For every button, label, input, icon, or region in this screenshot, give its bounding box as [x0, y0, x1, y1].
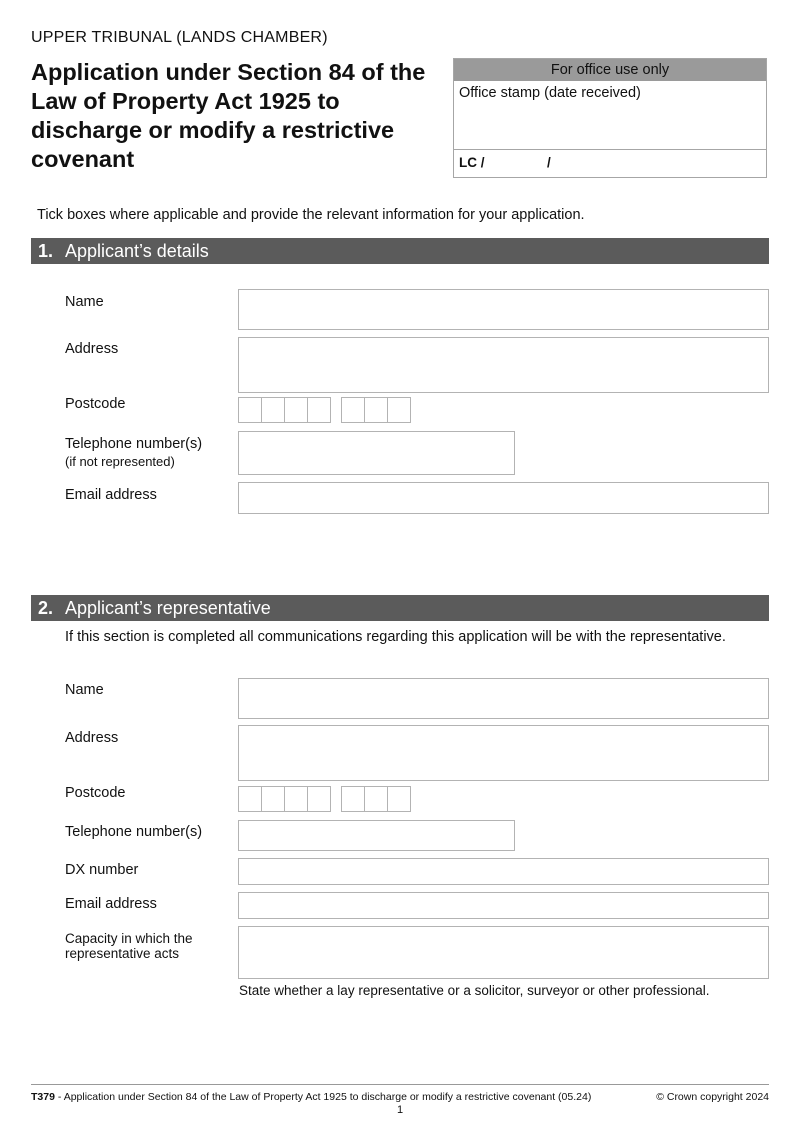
representative-postcode-field[interactable]: [238, 786, 410, 812]
applicant-telephone-field[interactable]: [238, 431, 515, 475]
office-use-box: [453, 58, 767, 178]
capacity-hint: State whether a lay representative or a solicitor, surveyor or other professional.: [239, 983, 710, 998]
applicant-name-label: Name: [65, 294, 104, 310]
representative-telephone-field[interactable]: [238, 820, 515, 851]
postcode-cell[interactable]: [261, 397, 285, 423]
section-2-note: If this section is completed all communications regarding this application will be with the representative.: [65, 629, 726, 645]
representative-capacity-field[interactable]: [238, 926, 769, 979]
office-stamp-label: Office stamp (date received): [459, 85, 641, 101]
postcode-cell[interactable]: [284, 786, 308, 812]
postcode-cell[interactable]: [364, 397, 388, 423]
section-1-title: Applicant’s details: [65, 241, 209, 261]
footer-description: - Application under Section 84 of the Law of Property Act 1925 to discharge or modify a restrictive covenant (05.24): [54, 1091, 592, 1103]
postcode-cell[interactable]: [307, 397, 331, 423]
telephone-label-text: Telephone number(s): [65, 436, 203, 452]
section-2-number: 2.: [38, 598, 54, 618]
representative-address-label: Address: [65, 730, 119, 746]
applicant-email-field[interactable]: [238, 482, 769, 514]
applicant-email-label: Email address: [65, 487, 157, 503]
representative-postcode-label: Postcode: [65, 785, 126, 801]
applicant-address-label: Address: [65, 341, 119, 357]
representative-email-label: Email address: [65, 896, 157, 912]
representative-telephone-label: Telephone number(s): [65, 824, 203, 840]
postcode-cell[interactable]: [261, 786, 285, 812]
postcode-cell[interactable]: [307, 786, 331, 812]
telephone-label-note: (if not represented): [65, 454, 175, 469]
postcode-cell[interactable]: [387, 397, 411, 423]
footer-divider: [31, 1084, 769, 1085]
copyright: © Crown copyright 2024: [656, 1091, 769, 1103]
postcode-cell[interactable]: [341, 397, 365, 423]
postcode-cell[interactable]: [364, 786, 388, 812]
lc-reference: [454, 149, 766, 177]
section-1-number: 1.: [38, 241, 54, 261]
applicant-name-field[interactable]: [238, 289, 769, 330]
applicant-telephone-label: [65, 436, 202, 470]
form-code: T379: [31, 1091, 55, 1103]
instructions: Tick boxes where applicable and provide the relevant information for your application.: [37, 207, 585, 223]
representative-capacity-label: Capacity in which the representative acts: [65, 931, 193, 961]
footer: [31, 1091, 769, 1103]
representative-address-field[interactable]: [238, 725, 769, 781]
representative-email-field[interactable]: [238, 892, 769, 919]
office-use-heading: For office use only: [454, 59, 766, 81]
form-title: Application under Section 84 of the Law of Property Act 1925 to discharge or modify a restrictive covenant: [31, 59, 426, 172]
applicant-address-field[interactable]: [238, 337, 769, 393]
postcode-cell[interactable]: [284, 397, 308, 423]
postcode-cell[interactable]: [341, 786, 365, 812]
section-2-title: Applicant’s representative: [65, 598, 271, 618]
lc-separator: /: [547, 155, 551, 170]
tribunal-name: UPPER TRIBUNAL (LANDS CHAMBER): [31, 29, 328, 46]
page-number: 1: [396, 1104, 404, 1116]
postcode-cell[interactable]: [238, 397, 262, 423]
section-2-header: [31, 595, 769, 621]
applicant-postcode-field[interactable]: [238, 397, 410, 423]
lc-prefix: LC /: [459, 155, 485, 170]
postcode-cell[interactable]: [238, 786, 262, 812]
postcode-cell[interactable]: [387, 786, 411, 812]
representative-name-field[interactable]: [238, 678, 769, 719]
representative-name-label: Name: [65, 682, 104, 698]
representative-dx-label: DX number: [65, 862, 139, 878]
representative-dx-field[interactable]: [238, 858, 769, 885]
section-1-header: [31, 238, 769, 264]
applicant-postcode-label: Postcode: [65, 396, 126, 412]
